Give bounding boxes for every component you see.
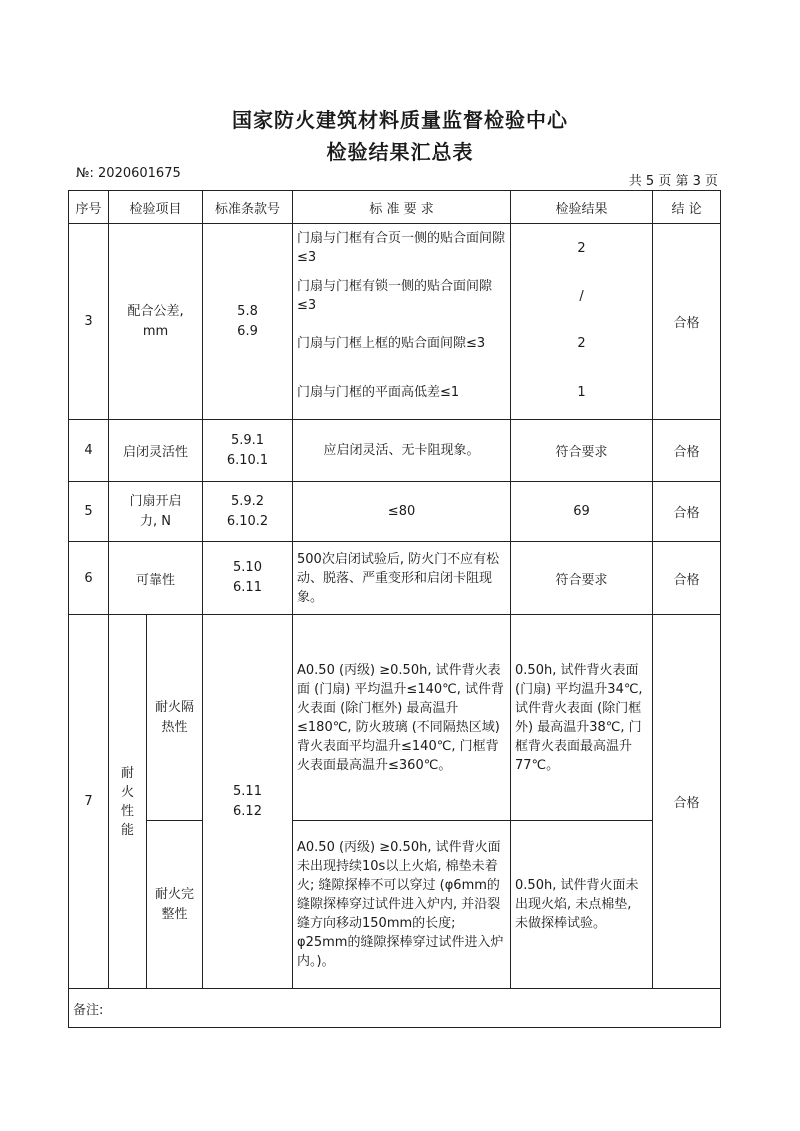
requirement-text: 门扇与门框有合页一侧的贴合面间隙≤3 bbox=[293, 224, 511, 273]
remark-label: 备注: bbox=[69, 989, 721, 1028]
report-number: №: 2020601675 bbox=[76, 166, 181, 181]
document-subtitle: 检验结果汇总表 bbox=[326, 140, 474, 164]
col-header-requirement: 标 准 要 求 bbox=[293, 191, 511, 224]
result-value: 69 bbox=[511, 482, 653, 542]
requirement-text: A0.50 (丙级) ≥0.50h, 试件背火表面 (门扇) 平均温升≤140℃, 试件背火表面 (除门框外) 最高温升≤180℃, 防火玻璃 (不同隔热区域) 背火表面平均温升≤140℃, 门框背火表面最高温升≤360℃。 bbox=[293, 615, 511, 821]
col-header-conclusion: 结 论 bbox=[653, 191, 721, 224]
row-number: 5 bbox=[69, 482, 109, 542]
table-row bbox=[69, 615, 721, 821]
clause-number: 5.9.1 6.10.1 bbox=[203, 420, 293, 482]
col-header-no: 序号 bbox=[69, 191, 109, 224]
conclusion: 合格 bbox=[653, 615, 721, 989]
row-number: 6 bbox=[69, 542, 109, 615]
clause-number: 5.9.2 6.10.2 bbox=[203, 482, 293, 542]
conclusion: 合格 bbox=[653, 224, 721, 420]
result-value: 符合要求 bbox=[511, 542, 653, 615]
result-value: / bbox=[511, 273, 653, 320]
item-name bbox=[109, 224, 203, 420]
table-row bbox=[69, 542, 721, 615]
col-header-clause: 标准条款号 bbox=[203, 191, 293, 224]
clause-number: 5.10 6.11 bbox=[203, 542, 293, 615]
result-value: 2 bbox=[511, 320, 653, 367]
row-number: 3 bbox=[69, 224, 109, 420]
row-number: 4 bbox=[69, 420, 109, 482]
remark-row bbox=[69, 989, 721, 1028]
table-subrow bbox=[69, 821, 721, 989]
requirement-text: 门扇与门框的平面高低差≤1 bbox=[293, 367, 511, 420]
requirement-text: 门扇与门框有锁一侧的贴合面间隙≤3 bbox=[293, 273, 511, 320]
sub-item-name-text: 耐火完整性 bbox=[154, 886, 194, 922]
requirement-text: ≤80 bbox=[293, 482, 511, 542]
page-info: 共 5 页 第 3 页 bbox=[628, 174, 718, 189]
conclusion: 合格 bbox=[653, 482, 721, 542]
item-name: 启闭灵活性 bbox=[109, 420, 203, 482]
result-value: 2 bbox=[511, 224, 653, 273]
sub-item-name-text: 耐火隔热性 bbox=[154, 699, 194, 735]
result-value: 符合要求 bbox=[511, 420, 653, 482]
clause-number: 5.11 6.12 bbox=[203, 615, 293, 989]
table-row bbox=[69, 420, 721, 482]
item-name-text: 配合公差, mm bbox=[127, 303, 184, 339]
col-header-result: 检验结果 bbox=[511, 191, 653, 224]
item-name-text: 门扇开启力, N bbox=[129, 493, 182, 529]
row-number: 7 bbox=[69, 615, 109, 989]
requirement-text: A0.50 (丙级) ≥0.50h, 试件背火面未出现持续10s以上火焰, 棉垫未着火; 缝隙探棒不可以穿过 (φ6mm的缝隙探棒穿过试件进入炉内, 并沿裂缝方向移动150mm的长度; φ25mm的缝隙探棒穿过试件进入炉内。)。 bbox=[293, 821, 511, 989]
requirement-text: 门扇与门框上框的贴合面间隙≤3 bbox=[293, 320, 511, 367]
result-text: 0.50h, 试件背火表面 (门扇) 平均温升34℃, 试件背火表面 (除门框外) 最高温升38℃, 门框背火表面最高温升77℃。 bbox=[511, 615, 653, 821]
item-group bbox=[109, 615, 147, 989]
requirement-text: 应启闭灵活、无卡阻现象。 bbox=[293, 420, 511, 482]
item-name bbox=[109, 482, 203, 542]
item-group-text: 耐火性能 bbox=[120, 765, 134, 838]
table-row bbox=[69, 224, 721, 273]
table-row bbox=[69, 482, 721, 542]
requirement-text: 500次启闭试验后, 防火门不应有松动、脱落、严重变形和启闭卡阻现象。 bbox=[293, 542, 511, 615]
sub-item-name bbox=[147, 821, 203, 989]
document-title: 国家防火建筑材料质量监督检验中心 bbox=[232, 108, 568, 132]
item-name: 可靠性 bbox=[109, 542, 203, 615]
clause-number: 5.8 6.9 bbox=[203, 224, 293, 420]
conclusion: 合格 bbox=[653, 420, 721, 482]
results-table bbox=[68, 190, 721, 1028]
sub-item-name bbox=[147, 615, 203, 821]
col-header-item: 检验项目 bbox=[109, 191, 203, 224]
conclusion: 合格 bbox=[653, 542, 721, 615]
result-text: 0.50h, 试件背火面未出现火焰, 未点棉垫, 未做探棒试验。 bbox=[511, 821, 653, 989]
table-header-row bbox=[69, 191, 721, 224]
result-value: 1 bbox=[511, 367, 653, 420]
